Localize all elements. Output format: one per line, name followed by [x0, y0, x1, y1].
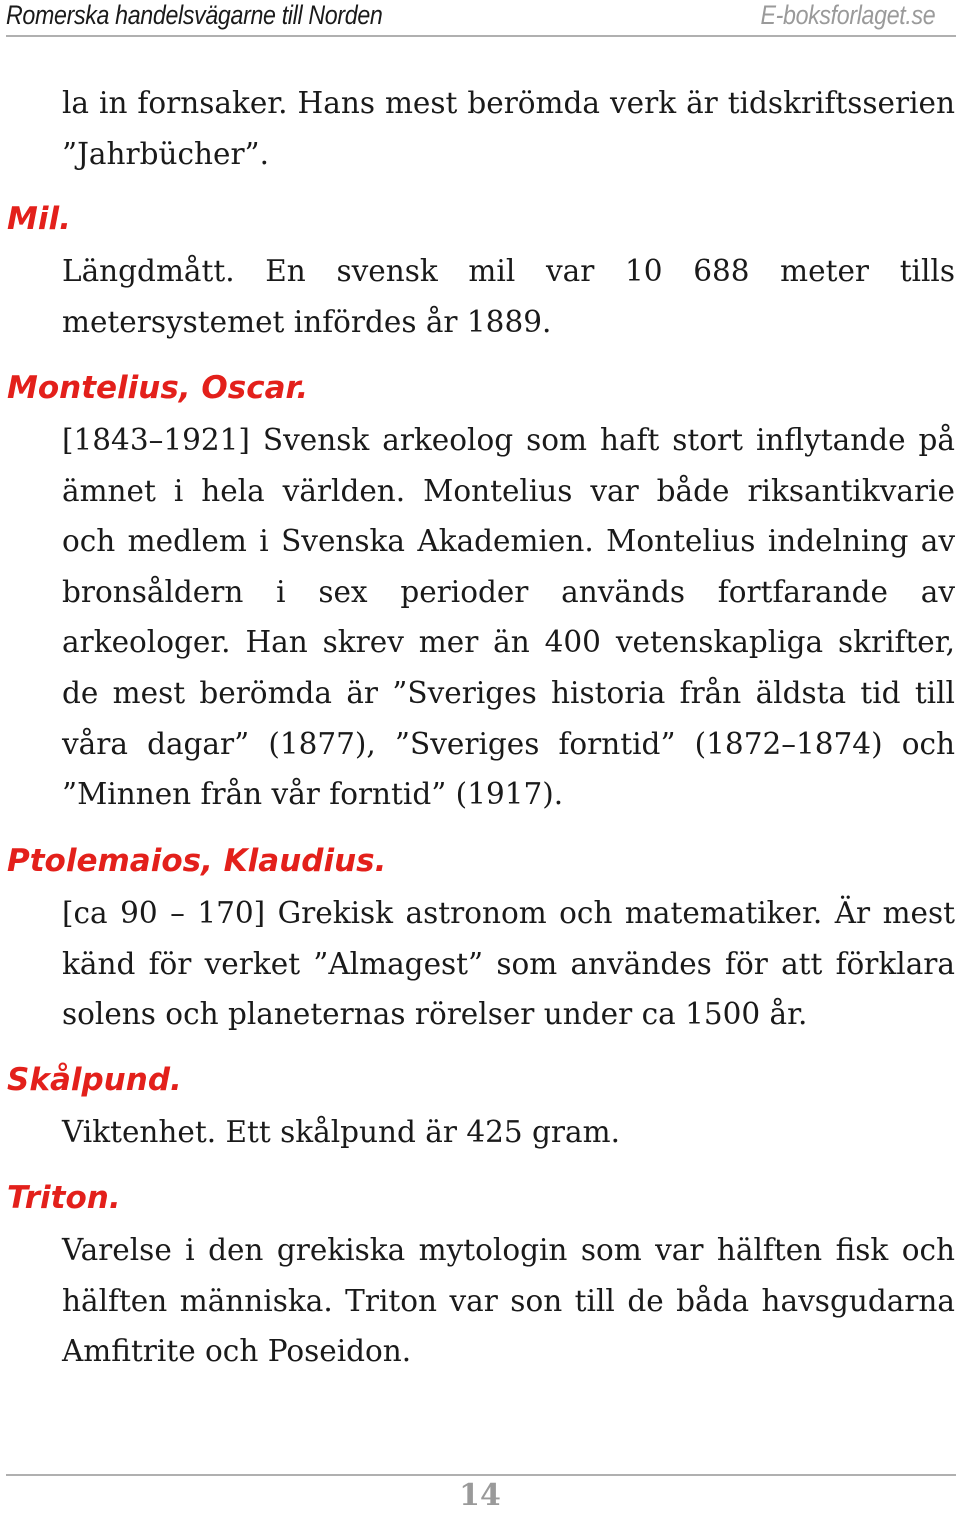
- publisher-name: E-boksforlaget.se: [760, 0, 935, 30]
- header-divider: [6, 35, 956, 37]
- glossary-definition-skalpund: Viktenhet. Ett skålpund är 425 gram.: [62, 1115, 620, 1149]
- glossary-term-ptolemaios: Ptolemaios, Klaudius.: [7, 843, 387, 879]
- page-number: 14: [459, 1478, 501, 1513]
- page-header: [0, 0, 960, 38]
- footer-divider: [6, 1474, 956, 1476]
- glossary-definition-mil: Längdmått. En svensk mil var 10 688 meter tills metersystemet infördes år 1889.: [62, 254, 955, 339]
- glossary-term-montelius: Montelius, Oscar.: [7, 370, 309, 406]
- glossary-term-mil: Mil.: [7, 201, 71, 237]
- book-title: Romerska handelsvägarne till Norden: [6, 0, 383, 30]
- glossary-definition-montelius: [1843–1921] Svensk arkeolog som haft stort inflytande på ämnet i hela världen. Montelius var både riksantikvarie och medlem i Svenska Akademien. Montelius indelning av bronsåldern i sex perioder används fortfarande av arkeologer. Han skrev mer än 400 vetenskapliga skrifter, de mest berömda är ”Sveriges historia från äldsta tid till våra dagar” (1877), ”Sveriges forntid” (1872–1874) och ”Minnen från vår forntid” (1917).: [62, 423, 955, 812]
- entry-continuation-text: la in fornsaker. Hans mest berömda verk är tidskriftsserien ”Jahrbücher”.: [62, 86, 955, 171]
- glossary-definition-triton: Varelse i den grekiska mytologin som var hälften fisk och hälften människa. Triton var son till de båda havsgudarna Amfitrite och Poseidon.: [62, 1233, 955, 1369]
- glossary-term-triton: Triton.: [7, 1180, 121, 1216]
- glossary-term-skalpund: Skålpund.: [7, 1062, 182, 1098]
- glossary-definition-ptolemaios: [ca 90 – 170] Grekisk astronom och matematiker. Är mest känd för verket ”Almagest” som användes för att förklara solens och planeternas rörelser under ca 1500 år.: [62, 896, 955, 1032]
